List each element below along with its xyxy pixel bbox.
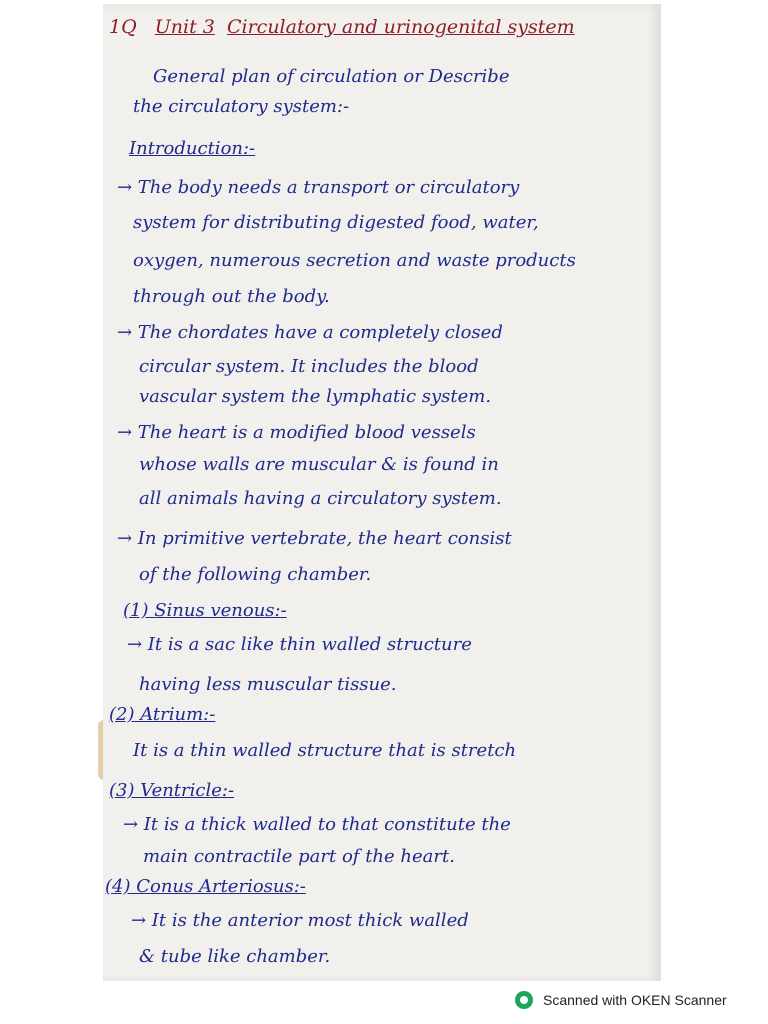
conus-arteriosus-label: (4) Conus Arteriosus:-: [105, 876, 306, 897]
page-heading: [109, 16, 575, 38]
ventricle-line-2: main contractile part of the heart.: [143, 846, 455, 867]
scanner-watermark-text: Scanned with OKEN Scanner: [543, 992, 727, 1008]
intro-line-9: whose walls are muscular & is found in: [139, 454, 499, 475]
intro-line-4: through out the body.: [133, 286, 330, 307]
intro-line-8: → The heart is a modified blood vessels: [117, 422, 476, 443]
intro-line-12: of the following chamber.: [139, 564, 372, 585]
sinus-line-2: having less muscular tissue.: [139, 674, 397, 695]
sinus-line-1: → It is a sac like thin walled structure: [127, 634, 472, 655]
intro-line-3: oxygen, numerous secretion and waste products: [133, 250, 576, 271]
intro-line-5: → The chordates have a completely closed: [117, 322, 503, 343]
scanner-watermark: [515, 991, 727, 1009]
intro-line-2: system for distributing digested food, water,: [133, 212, 539, 233]
ventricle-line-1: → It is a thick walled to that constitute the: [123, 814, 511, 835]
heading-title: Circulatory and urinogenital system: [226, 16, 575, 38]
intro-line-11: → In primitive vertebrate, the heart consist: [117, 528, 512, 549]
question-line-1: General plan of circulation or Describe: [153, 66, 510, 87]
heading-number: 1Q: [109, 16, 137, 38]
sinus-venous-label: (1) Sinus venous:-: [123, 600, 287, 621]
atrium-label: (2) Atrium:-: [109, 704, 216, 725]
oken-scanner-logo-icon: [515, 991, 533, 1009]
intro-line-7: vascular system the lymphatic system.: [139, 386, 492, 407]
intro-line-10: all animals having a circulatory system.: [139, 488, 502, 509]
heading-unit: Unit 3: [154, 16, 215, 38]
intro-label: Introduction:-: [129, 138, 256, 159]
notebook-page: [103, 4, 661, 981]
conus-line-1: → It is the anterior most thick walled: [131, 910, 469, 931]
intro-line-1: → The body needs a transport or circulatory: [117, 177, 520, 198]
ventricle-label: (3) Ventricle:-: [109, 780, 235, 801]
atrium-line-1: It is a thin walled structure that is stretch: [133, 740, 517, 761]
intro-line-6: circular system. It includes the blood: [139, 356, 479, 377]
conus-line-2: & tube like chamber.: [139, 946, 331, 967]
question-line-2: the circulatory system:-: [133, 96, 350, 117]
